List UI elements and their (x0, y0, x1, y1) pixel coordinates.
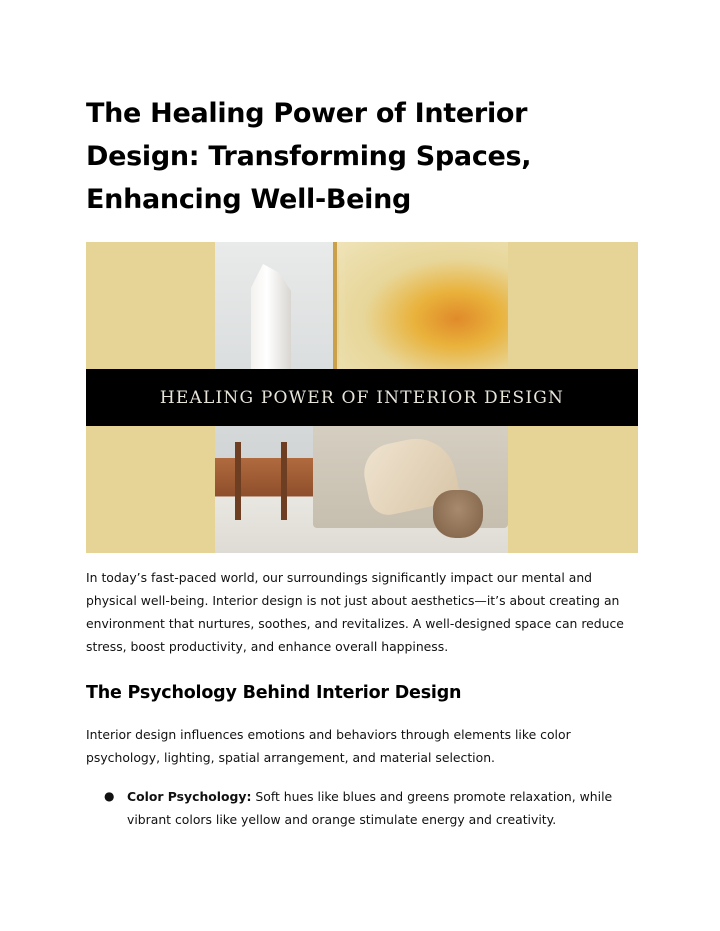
ceramic-vase (433, 490, 483, 538)
title-line: The Healing Power of Interior (86, 98, 528, 129)
banner-caption: HEALING POWER OF INTERIOR DESIGN (159, 387, 565, 408)
title-line: Enhancing Well-Being (86, 184, 412, 215)
title-line: Design: Transforming Spaces, (86, 141, 532, 172)
list-item (86, 785, 638, 831)
bullet-lead: Color Psychology: (127, 789, 252, 804)
section-paragraph: Interior design influences emotions and behaviors through elements like color psychology, lighting, spatial arrangement, and material selection. (86, 727, 571, 765)
document-title (86, 92, 638, 221)
bullet-icon: ● (104, 789, 115, 803)
section-heading: The Psychology Behind Interior Design (86, 683, 462, 703)
bullet-text: Soft hues like blues and greens promote relaxation, while vibrant colors like yellow and orange stimulate energy and creativity. (127, 789, 613, 827)
banner-caption-bar (86, 369, 638, 426)
bullet-list (86, 785, 638, 831)
intro-paragraph: In today’s fast-paced world, our surroundings significantly impact our mental and physical well-being. Interior design is not just about aesthetics—it’s about creating an environment that nurtures, soothes, and revitalizes. A well-designed space can reduce stress, boost productivity, and enhance overall happiness. (86, 570, 624, 654)
document-page (86, 92, 638, 221)
abstract-painting (337, 242, 508, 370)
hero-banner-image (86, 242, 638, 553)
wood-sculpture (235, 442, 287, 520)
